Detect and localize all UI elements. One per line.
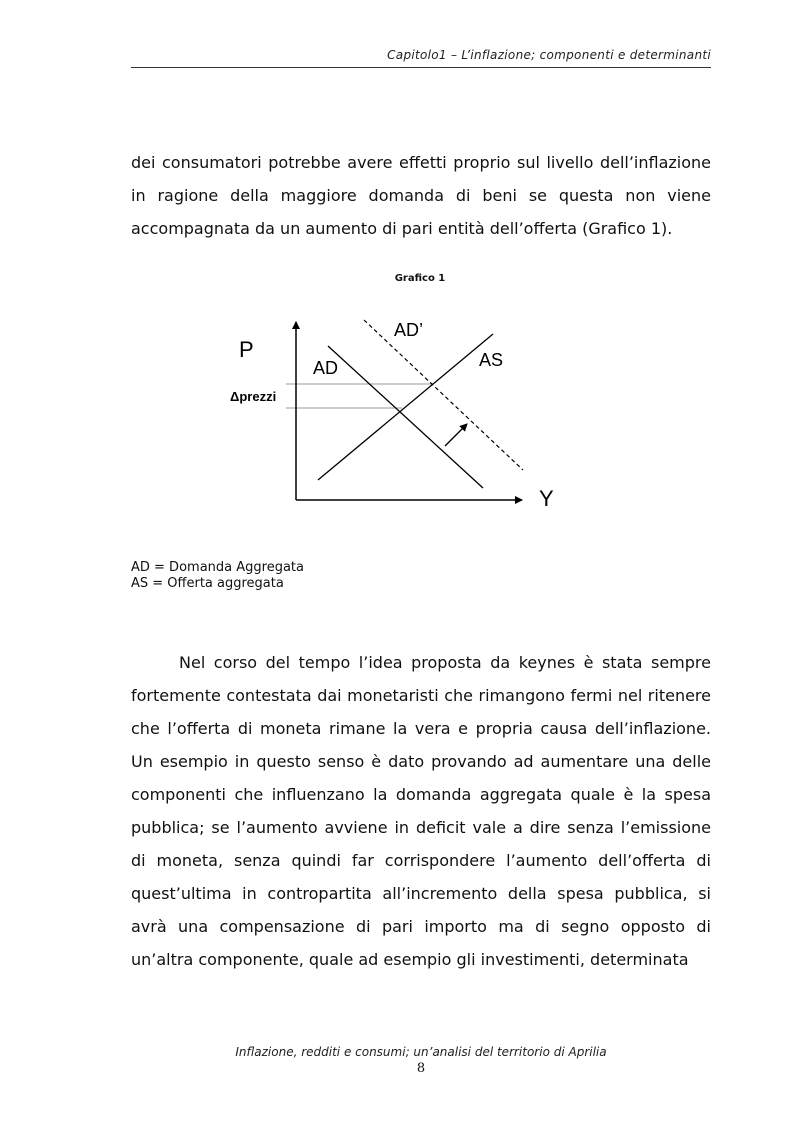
as-label: AS	[479, 350, 504, 370]
delta-prices-label: Δprezzi	[230, 389, 277, 404]
chart-legend	[131, 560, 304, 592]
x-axis-label: Y	[539, 486, 554, 511]
paragraph-2: Nel corso del tempo l’idea proposta da keynes è stata sempre fortemente contestata dai monetaristi che rimangono fermi nel ritenere che l’offerta di moneta rimane la vera e propria causa dell’inflazione. Un esempio in questo senso è dato provando ad aumentare una delle componenti che influenzano la domanda aggregata quale è la spesa pubblica; se l’aumento avviene in deficit vale a dire senza l’emissione di moneta, senza quindi far corrispondere l’aumento dell’offerta di quest’ultima in contropartita all’incremento della spesa pubblica, si avrà una compensazione di pari importo ma di segno opposto di un’altra componente, quale ad esempio gli investimenti, determinata	[131, 653, 711, 969]
supply-demand-diagram	[220, 310, 580, 520]
paragraph-1: dei consumatori potrebbe avere effetti proprio sul livello dell’inflazione in ragione della maggiore domanda di beni se questa non viene accompagnata da un aumento di pari entità dell’offerta (Grafico 1).	[131, 153, 711, 238]
legend-ad: AD = Domanda Aggregata	[131, 560, 304, 575]
page-number: 8	[416, 1061, 426, 1076]
page-footer: Inflazione, redditi e consumi; un’analisi del territorio di Aprilia	[235, 1045, 607, 1059]
header-rule	[131, 67, 711, 68]
ad-shifted-label: AD’	[394, 320, 424, 340]
ad-label: AD	[313, 358, 339, 378]
shift-arrow	[445, 424, 467, 446]
ad-curve	[328, 346, 483, 488]
as-curve	[318, 334, 493, 480]
legend-as: AS = Offerta aggregata	[131, 576, 284, 591]
chart-title: Grafico 1	[394, 273, 446, 284]
page-header: Capitolo1 – L’inflazione; componenti e determinanti	[387, 48, 711, 62]
ad-shifted-curve	[364, 320, 523, 470]
y-axis-label: P	[239, 337, 254, 362]
